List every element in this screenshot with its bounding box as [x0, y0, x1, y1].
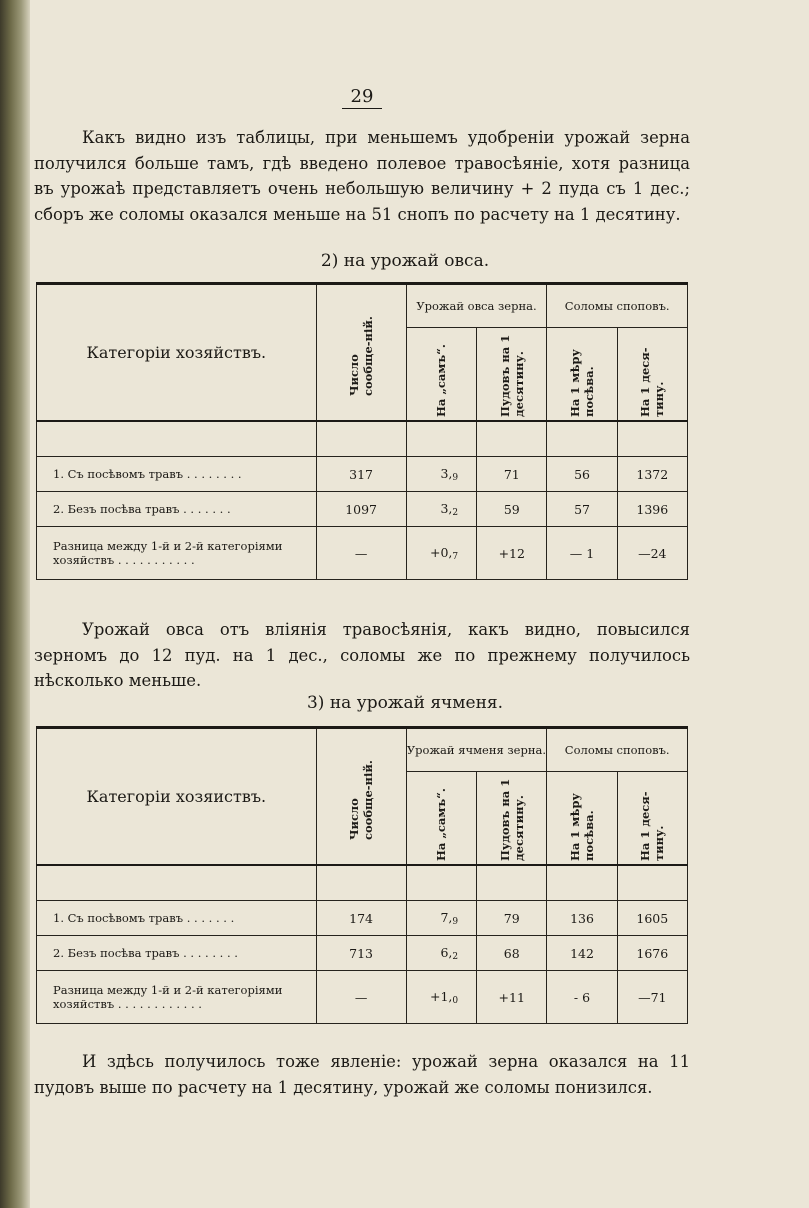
row-label-line2: хозяйствъ . . . . . . . . . . . [53, 553, 195, 567]
oats-table [36, 282, 688, 580]
table-row [37, 971, 688, 1024]
row-label [37, 527, 317, 580]
mera-cell: - 6 [547, 971, 617, 1024]
straw-mera-header-text: На 1 мѣру посѣва. [568, 793, 596, 861]
table-3-heading: 3) на урожай ячменя. [306, 693, 504, 713]
mera-cell: 142 [547, 936, 617, 971]
sam-dec: 9 [452, 472, 459, 483]
table-2-heading: 2) на урожай овса. [320, 251, 490, 271]
count-cell: 1097 [316, 492, 406, 527]
sam-dec: 9 [452, 916, 459, 927]
count-header [316, 728, 406, 866]
count-cell: 713 [316, 936, 406, 971]
straw-des-header-text: На 1 деся-тину. [638, 791, 667, 861]
grain-sam-header-text: На „самъ“. [434, 344, 449, 417]
count-header-text: Число сообще-ній. [347, 315, 376, 396]
grain-pud-header [477, 772, 547, 866]
straw-group-header: Соломы споповъ. [547, 284, 688, 328]
pud-cell: 59 [477, 492, 547, 527]
mera-cell: — 1 [547, 527, 617, 580]
sam-cell [406, 936, 477, 971]
grain-group-header: Урожай овса зерна. [406, 284, 547, 328]
sam-int: 6, [440, 944, 453, 960]
count-header-text: Число сообще-ній. [347, 759, 376, 840]
des-cell: —24 [617, 527, 687, 580]
row-label-line1: Разница между 1-й и 2-й категоріями [53, 539, 283, 553]
straw-mera-header [547, 328, 617, 422]
sam-dec: 7 [452, 551, 459, 562]
sam-cell [406, 527, 477, 580]
paragraph-1 [34, 125, 690, 227]
row-label [37, 971, 317, 1024]
count-header [316, 284, 406, 422]
pud-cell: 79 [477, 901, 547, 936]
table-row [37, 527, 688, 580]
grain-pud-header-text: Пудовъ на 1 десятину. [497, 334, 526, 417]
pud-cell: +12 [477, 527, 547, 580]
sam-cell [406, 901, 477, 936]
paragraph-2 [34, 617, 690, 694]
table-row [37, 901, 688, 936]
mera-cell: 136 [547, 901, 617, 936]
row-label: 1. Съ посѣвомъ травъ . . . . . . . . [37, 457, 317, 492]
barley-table [36, 726, 688, 1024]
sam-int: 3, [440, 500, 453, 516]
straw-group-header: Соломы споповъ. [547, 728, 688, 772]
sam-cell [406, 971, 477, 1024]
sam-dec: 2 [452, 951, 459, 962]
sam-int: +1, [429, 988, 453, 1004]
pud-cell: 71 [477, 457, 547, 492]
paragraph-3 [34, 1049, 690, 1100]
count-cell: — [316, 527, 406, 580]
straw-des-header [617, 328, 687, 422]
paragraph-3-text: И здѣсь получилось тоже явленіе: урожай зерна оказался на 11 пудовъ выше по расчету на 1 десятину, урожай же соломы понизился. [34, 1052, 690, 1097]
mera-cell: 57 [547, 492, 617, 527]
pud-cell: +11 [477, 971, 547, 1024]
sam-cell [406, 457, 477, 492]
des-cell: 1396 [617, 492, 687, 527]
straw-des-header-text: На 1 деся-тину. [638, 347, 667, 417]
grain-group-header: Урожай ячменя зерна. [406, 728, 547, 772]
table-row [37, 936, 688, 971]
sam-int: 7, [440, 909, 453, 925]
count-cell: — [316, 971, 406, 1024]
category-header: Категоріи хозяиствъ. [37, 728, 317, 866]
row-label: 2. Безъ посѣва травъ . . . . . . . . [37, 936, 317, 971]
table-row [37, 492, 688, 527]
row-label: 2. Безъ посѣва травъ . . . . . . . [37, 492, 317, 527]
category-header: Категоріи хозяйствъ. [37, 284, 317, 422]
straw-mera-header [547, 772, 617, 866]
sam-cell [406, 492, 477, 527]
sam-int: 3, [440, 465, 453, 481]
table-row [37, 457, 688, 492]
count-cell: 317 [316, 457, 406, 492]
grain-sam-header [406, 328, 477, 422]
grain-sam-header [406, 772, 477, 866]
sam-dec: 2 [452, 507, 459, 518]
pud-cell: 68 [477, 936, 547, 971]
des-cell: 1372 [617, 457, 687, 492]
straw-mera-header-text: На 1 мѣру посѣва. [568, 349, 597, 417]
des-cell: 1605 [617, 901, 687, 936]
grain-sam-header-text: На „самъ“. [434, 788, 449, 861]
page-number: 29 [342, 86, 382, 109]
paragraph-1-text: Какъ видно изъ таблицы, при меньшемъ удобреніи урожай зерна получился больше тамъ, гдѣ введено полевое травосѣяніе, хотя разница въ урожаѣ представляетъ очень небольшую величину + 2 пуда съ 1 дес.; сборъ же соломы оказался меньше на 51 снопъ по расчету на 1 десятину. [34, 128, 690, 224]
spacer-row [37, 865, 688, 901]
sam-int: +0, [430, 544, 453, 560]
straw-des-header [617, 772, 687, 866]
grain-pud-header-text: Пудовъ на 1 десятину. [497, 778, 526, 861]
row-label-line1: Разница между 1-й и 2-й категоріями [53, 983, 283, 997]
row-label: 1. Съ посѣвомъ травъ . . . . . . . [37, 901, 317, 936]
sam-dec: 0 [452, 995, 459, 1006]
des-cell: —71 [617, 971, 687, 1024]
count-cell: 174 [316, 901, 406, 936]
mera-cell: 56 [547, 457, 617, 492]
paragraph-2-text: Урожай овса отъ вліянія травосѣянія, какъ видно, повысился зерномъ до 12 пуд. на 1 дес., соломы же по прежнему получилось нѣсколько меньше. [34, 620, 690, 690]
grain-pud-header [477, 328, 547, 422]
row-label-line2: хозяйствъ . . . . . . . . . . . . [53, 997, 202, 1011]
des-cell: 1676 [617, 936, 687, 971]
spacer-row [37, 421, 688, 457]
